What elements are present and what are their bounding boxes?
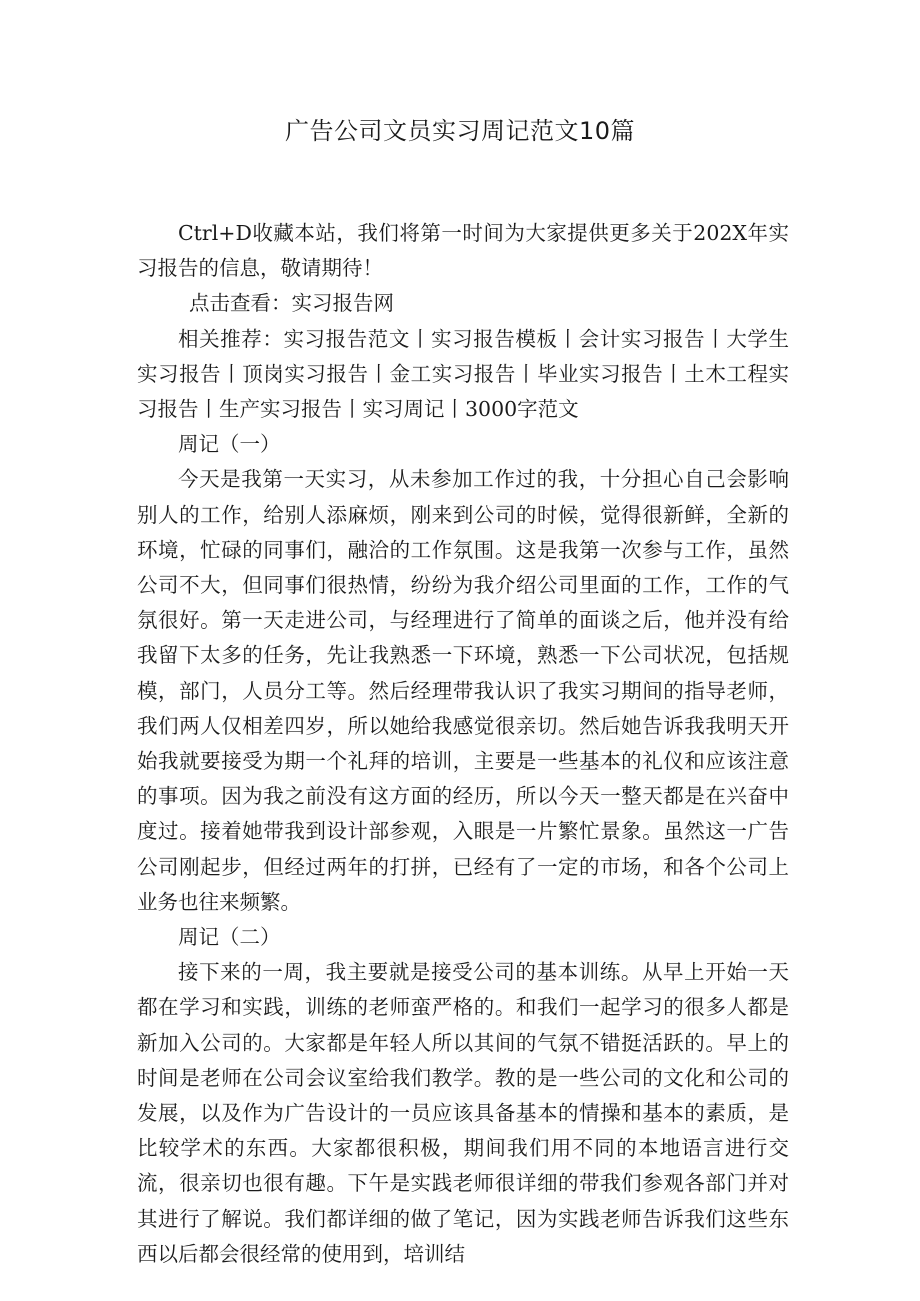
- click-view-link[interactable]: [137, 286, 789, 321]
- document-title: 广告公司文员实习周记范文10篇: [284, 117, 636, 145]
- click-view-text[interactable]: 点击查看：实习报告网: [189, 291, 394, 316]
- week2-heading: 周记（二）: [178, 925, 281, 950]
- document-body: [137, 216, 789, 1272]
- week1-paragraph: 今天是我第一天实习，从未参加工作过的我，十分担心自己会影响别人的工作，给别人添麻烦，刚来到公司的时候，觉得很新鲜，全新的环境，忙碌的同事们，融洽的工作氛围。这是我第一次参与工作，虽然公司不大，但同事们很热情，纷纷为我介绍公司里面的工作，工作的气氛很好。第一天走进公司，与经理进行了简单的面谈之后，他并没有给我留下太多的任务，先让我熟悉一下环境，熟悉一下公司状况，包括规模，部门，人员分工等。然后经理带我认识了我实习期间的指导老师，我们两人仅相差四岁，所以她给我感觉很亲切。然后她告诉我我明天开始我就要接受为期一个礼拜的培训，主要是一些基本的礼仪和应该注意的事项。因为我之前没有这方面的经历，所以今天一整天都是在兴奋中度过。接着她带我到设计部参观，入眼是一片繁忙景象。虽然这一广告公司刚起步，但经过两年的打拼，已经有了一定的市场，和各个公司上业务也往来频繁。: [137, 467, 789, 914]
- week2-paragraph: 接下来的一周，我主要就是接受公司的基本训练。从早上开始一天都在学习和实践，训练的老师蛮严格的。和我们一起学习的很多人都是新加入公司的。大家都是年轻人所以其间的气氛不错挺活跃的。早上的时间是老师在公司会议室给我们教学。教的是一些公司的文化和公司的发展，以及作为广告设计的一员应该具备基本的情操和基本的素质，是比较学术的东西。大家都很积极，期间我们用不同的本地语言进行交流，很亲切也很有趣。下午是实践老师很详细的带我们参观各部门并对其进行了解说。我们都详细的做了笔记，因为实践老师告诉我们这些东西以后都会很经常的使用到，培训结: [137, 960, 789, 1266]
- week1-heading: 周记（一）: [178, 432, 281, 457]
- related-recommendations: 相关推荐：实习报告范文丨实习报告模板丨会计实习报告丨大学生实习报告丨顶岗实习报告丨金工实习报告丨毕业实习报告丨土木工程实习报告丨生产实习报告丨实习周记丨3000字范文: [137, 326, 789, 422]
- intro-paragraph: Ctrl+D收藏本站，我们将第一时间为大家提供更多关于202X年实习报告的信息，敬请期待！: [137, 221, 789, 281]
